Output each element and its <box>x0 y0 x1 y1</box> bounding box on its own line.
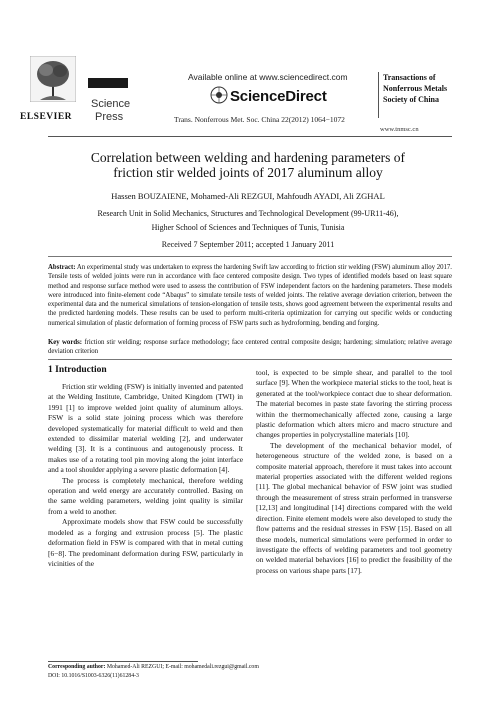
keywords <box>48 338 452 357</box>
journal-reference: Trans. Nonferrous Met. Soc. China 22(2012) 1064−1072 <box>174 115 345 124</box>
paragraph: Approximate models show that FSW could be successfully modeled as a forging and extrusion process [5]. The plastic deformation field in FSW is compared with that in metal cutting [6−8]. The predominant deformation during FSW, particularly in vicinities of the <box>48 517 243 568</box>
abstract-top-divider <box>48 256 452 257</box>
elsevier-tree-icon <box>30 56 76 102</box>
journal-url[interactable]: www.tnmsc.cn <box>380 126 419 133</box>
abstract-bottom-divider <box>48 359 452 360</box>
paragraph: The process is completely mechanical, therefore welding operation and weld energy are accurately controlled. Basing on the same welding parameters, welding joint quality is similar from a weld to another. <box>48 475 243 516</box>
footnote-divider <box>48 661 198 662</box>
section-heading: 1 Introduction <box>48 365 107 375</box>
sciencedirect-icon <box>210 86 228 104</box>
journal-name-line: Society of China <box>383 95 439 104</box>
paragraph: tool, is expected to be simple shear, and parallel to the tool surface [9]. When the workpiece material sticks to the tool, heat is generated at the tool/workpiece contact due to shear deformation. The material becomes in paste state favoring the stirring process within the thermomechanically affected zone, causing a large plastic deformation which alters micro and macro structure and changes properties in polycrystalline materials [10]. <box>256 368 452 440</box>
paragraph: The development of the mechanical behavior model, of heterogeneous structure of the welded zone, is based on a composite material approach, therefore it must takes into account material properties associated with the different welded regions [11]. The global mechanical behavior of FSW joint was studied through the measurement of stress strain performed in transverse [12,13] and longitudinal [14] directions compared with the weld direction. Finite element models were also developed to study the flow patterns and the residual stresses in FSW [15]. Based on all these models, numerical simulations were performed in order to investigate the effects of welding parameters and tool geometry on welded material behaviors [16] to predict the feasibility of the process on various shape parts [17]. <box>256 440 452 575</box>
corresponding-author <box>48 664 259 670</box>
affiliation-line1: Research Unit in Solid Mechanics, Structures and Technological Development (99-UR11-46), <box>97 209 399 218</box>
received-dates: Received 7 September 2011; accepted 1 January 2011 <box>161 240 335 249</box>
publisher-name: ELSEVIER <box>20 112 73 122</box>
left-column <box>48 382 243 569</box>
paragraph: Friction stir welding (FSW) is initially invented and patented at the Welding Institute, Cambridge, United Kingdom (TWI) in 1991 [1] to improve welded joint quality of aluminum alloys. FSW is a solid state joining process which was therefore developed systematically for material difficult to weld and then extended to dissimilar material welding [2], and underwater welding [3]. It is a continuous and autogenously process. It makes use of a rotating tool pin moving along the joint interface and a tool shoulder applying a severe plastic deformation [4]. <box>48 382 243 475</box>
imprint-line1: Science <box>91 98 131 110</box>
elsevier-logo <box>24 56 82 112</box>
article-title-line2: friction stir welded joints of 2017 aluminum alloy <box>113 165 383 180</box>
journal-name-line: Transactions of <box>383 73 436 82</box>
sciencedirect-wordmark: ScienceDirect <box>230 88 327 105</box>
abstract <box>48 263 452 328</box>
author-list: Hassen BOUZAIENE, Mohamed-Ali REZGUI, Mahfoudh AYADI, Ali ZGHAL <box>111 191 385 201</box>
science-press-bar-icon <box>88 78 128 88</box>
affiliation-line2: Higher School of Sciences and Techniques of Tunis, Tunisia <box>151 223 345 232</box>
header-divider <box>48 136 452 137</box>
available-online-text: Available online at www.sciencedirect.com <box>188 72 348 82</box>
right-column-text <box>256 368 452 576</box>
imprint-line2: Press <box>95 111 124 123</box>
abstract-text: An experimental study was undertaken to express the hardening Swift law according to friction stir welding (FSW) aluminum alloy 2017. Tensile tests of welded joints were run in accordance with face centered composite design. Two types of identified models based on least square method and response surface method were used to assess the contribution of FSW independent factors on the hardening parameters. These models were introduced into finite-element code “Abaqus” to simulate tensile tests of welded joints. The relative average deviation criterion, between the experimental data and the numerical simulations of tension-elongation of tensile tests, shows good agreement between the experimental results and the predicted hardening models. These results can be used to perform multi-criteria optimization for carrying out specific welds or conducting numerical simulation of plastic deformation of forming process of FSW parts such as hydroforming, bending and forging. <box>48 264 452 327</box>
corresponding-label: Corresponding author: <box>48 664 106 670</box>
keywords-text: friction stir welding; response surface methodology; face centered central composite design; hardening; simulation; relative average deviation criterion <box>48 339 452 356</box>
keywords-label: Key words: <box>48 339 83 346</box>
journal-name-box <box>378 72 459 118</box>
doi[interactable]: DOI: 10.1016/S1003-6326(11)61284-3 <box>48 673 139 679</box>
journal-name-line: Nonferrous Metals <box>383 84 448 93</box>
corresponding-text: Mohamed-Ali REZGUI; E-mail: mohamedali.rezgui@gmail.com <box>105 664 259 670</box>
article-title-line1: Correlation between welding and hardening parameters of <box>90 150 406 165</box>
abstract-label: Abstract: <box>48 264 76 271</box>
